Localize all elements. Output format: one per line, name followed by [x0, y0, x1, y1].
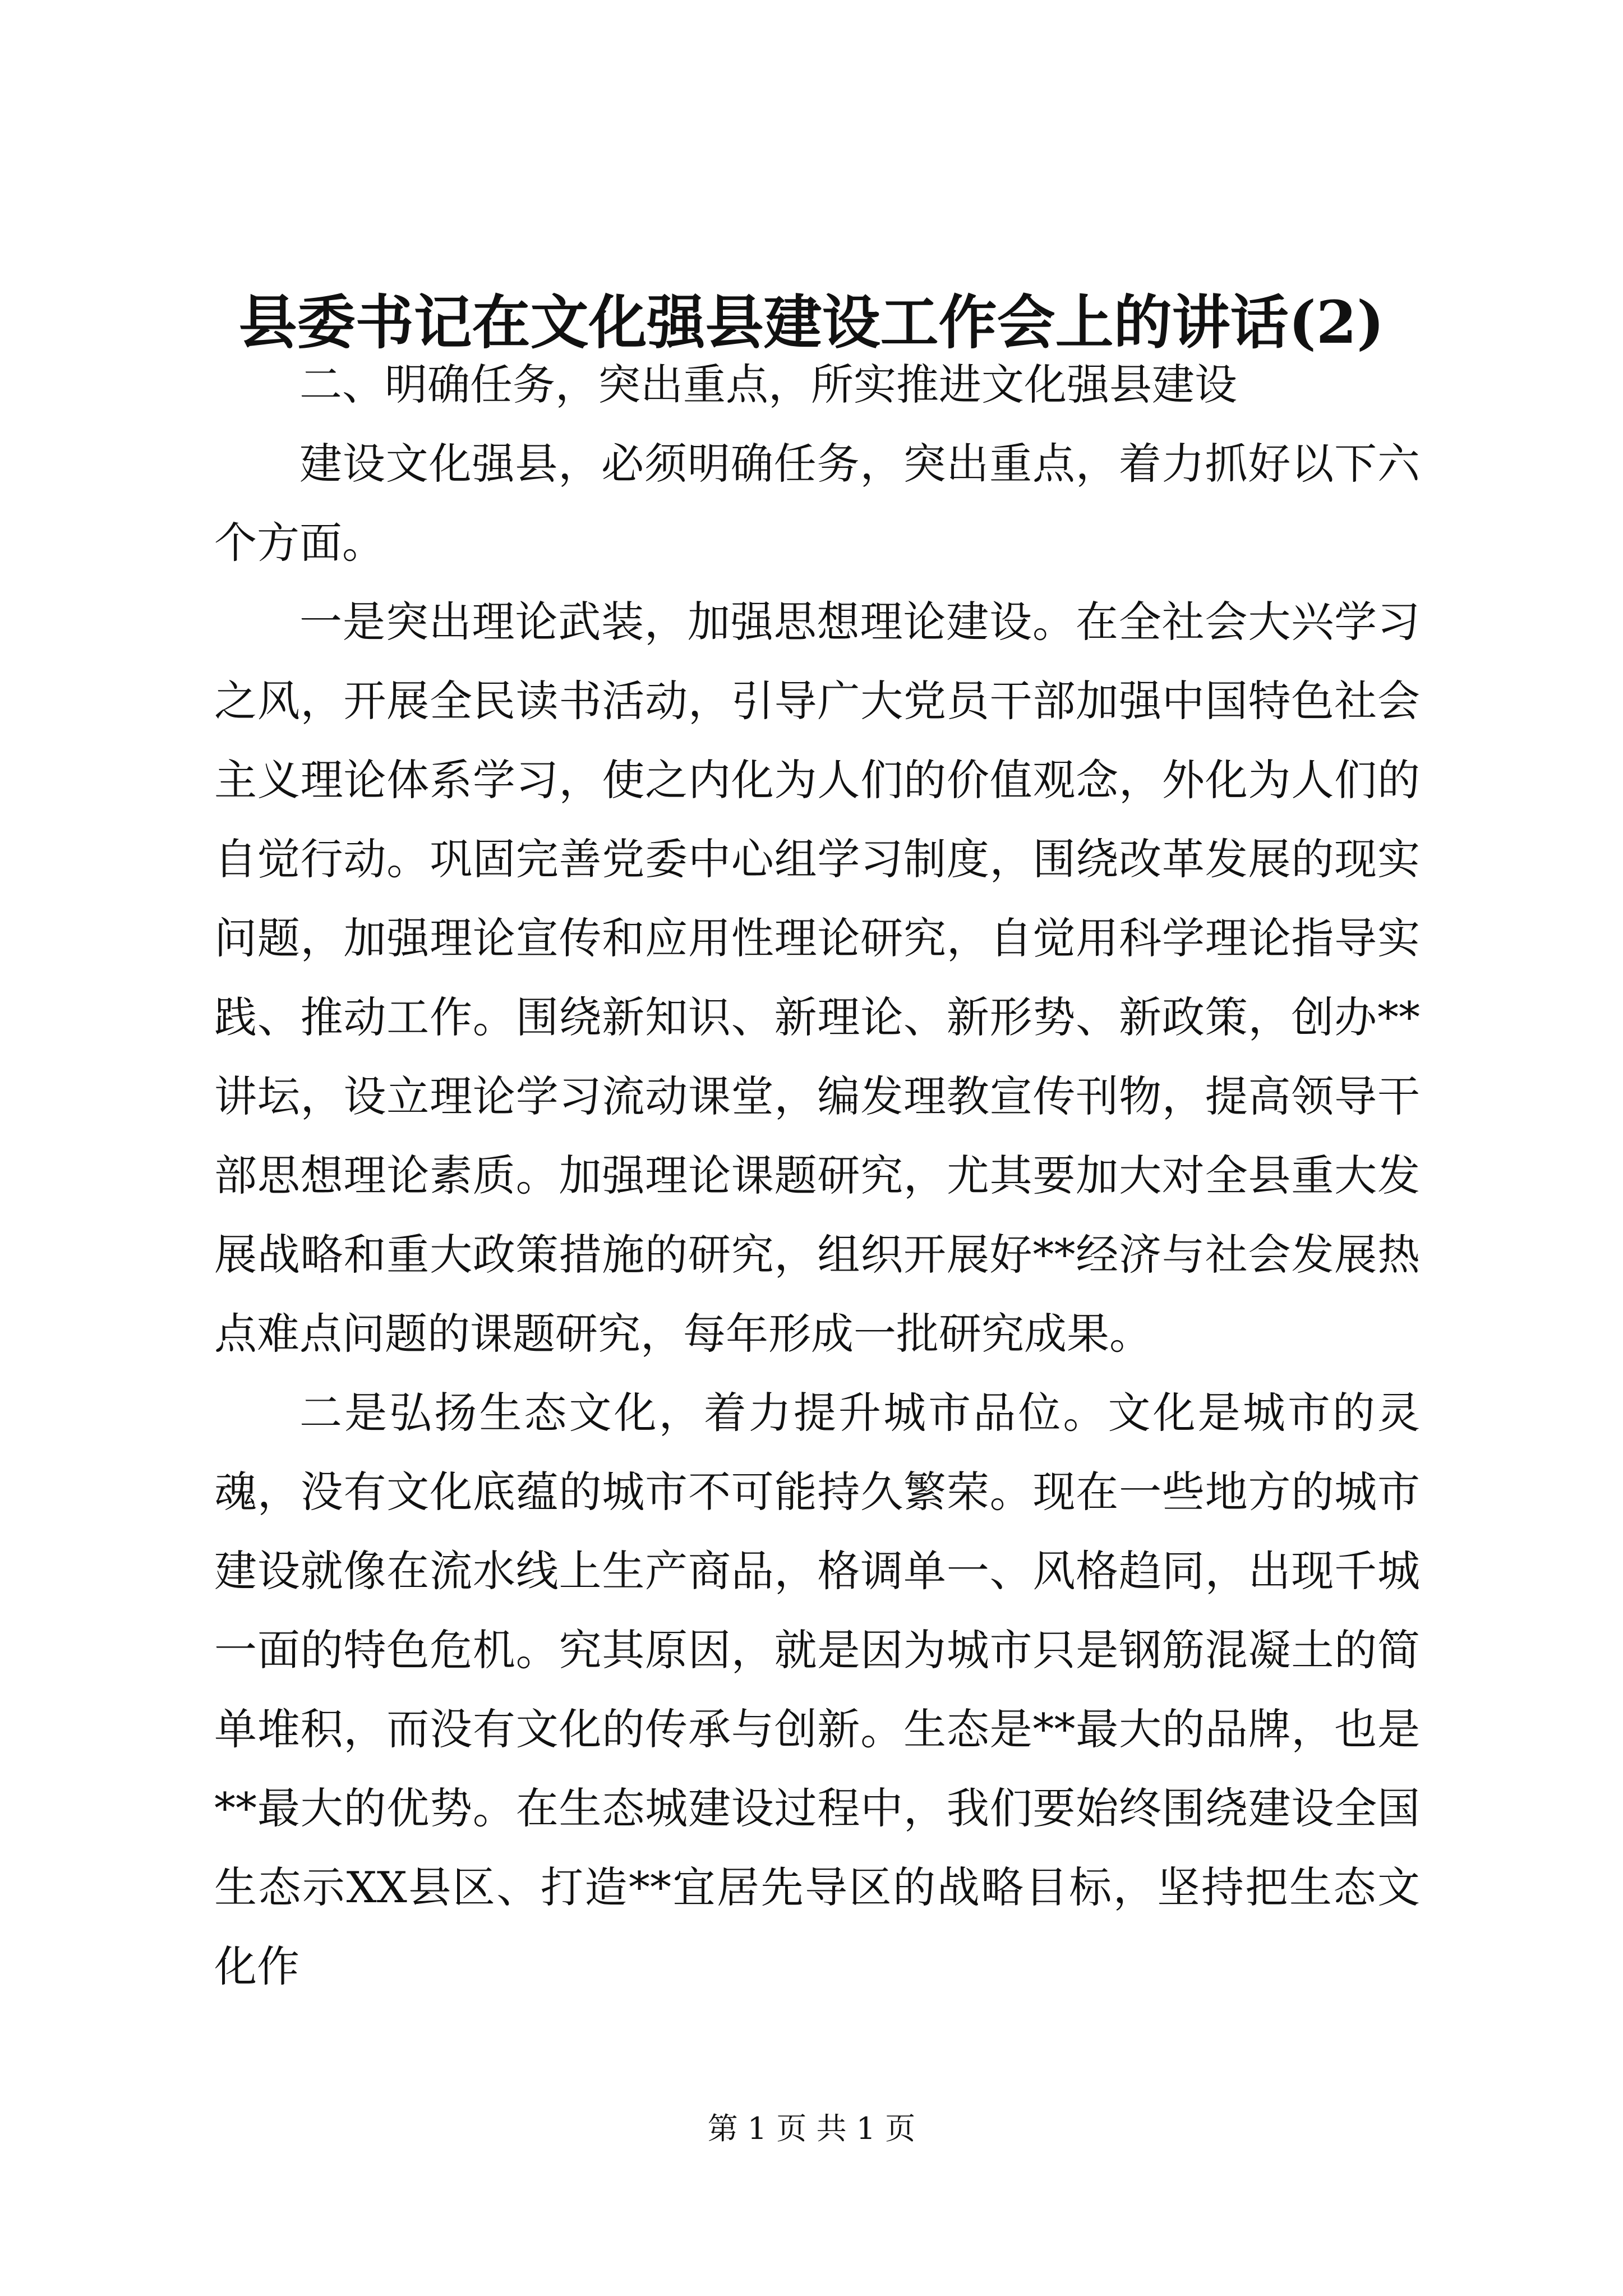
body-paragraph-ecology: 二是弘扬生态文化，着力提升城市品位。文化是城市的灵魂，没有文化底蕴的城市不可能持久繁荣。现在一些地方的城市建设就像在流水线上生产商品，格调单一、风格趋同，出现千城一面的特色危机。究其原因，就是因为城市只是钢筋混凝土的简单堆积，而没有文化的传承与创新。生态是**最大的品牌，也是**最大的优势。在生态城建设过程中，我们要始终围绕建设全国生态示XX县区、打造**宜居先导区的战略目标，坚持把生态文化作 [214, 1388, 1420, 1991]
document-body [214, 345, 1420, 2006]
document-title: 县委书记在文化强县建设工作会上的讲话(2) [238, 288, 1385, 357]
section-heading: 二、明确任务，突出重点，所实推进文化强县建设 [299, 360, 1237, 409]
page-footer: 第 1 页 共 1 页 [707, 2111, 916, 2146]
intro-paragraph: 建设文化强县，必须明确任务，突出重点，着力抓好以下六个方面。 [214, 439, 1420, 568]
body-paragraph-theory: 一是突出理论武装，加强思想理论建设。在全社会大兴学习之风，开展全民读书活动，引导广大党员干部加强中国特色社会主义理论体系学习，使之内化为人们的价值观念，外化为人们的自觉行动。巩固完善党委中心组学习制度，围绕改革发展的现实问题，加强理论宣传和应用性理论研究，自觉用科学理论指导实践、推动工作。围绕新知识、新理论、新形势、新政策，创办**讲坛，设立理论学习流动课堂，编发理教宣传刊物，提高领导干部思想理论素质。加强理论课题研究，尤其要加大对全县重大发展战略和重大政策措施的研究，组织开展好**经济与社会发展热点难点问题的课题研究，每年形成一批研究成果。 [214, 597, 1420, 1359]
